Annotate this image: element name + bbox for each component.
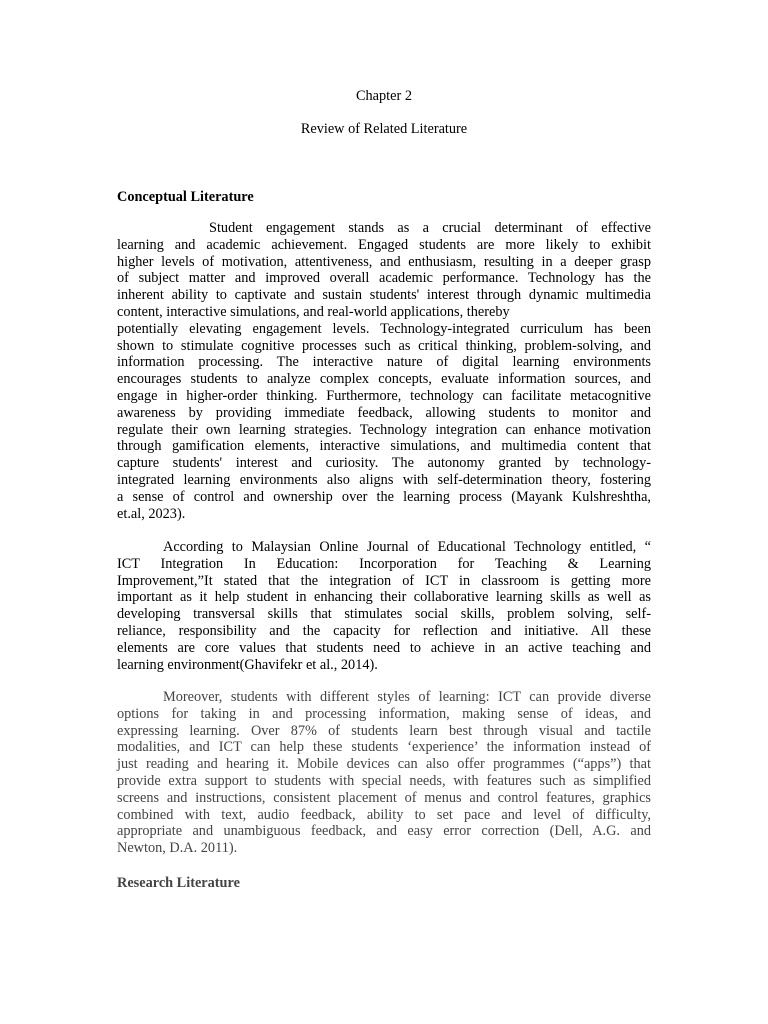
section-title-conceptual-literature: Conceptual Literature	[117, 189, 254, 205]
paragraph-line: important as it help student in enhancing their collaborative learning skills as well as	[117, 589, 651, 606]
paragraph-line: appropriate and unambiguous feedback, and easy error correction (Dell, A.G. and	[117, 823, 651, 840]
paragraph-line: integrated learning environments also aligns with self-determination theory, fostering	[117, 471, 651, 488]
paragraph-line: engage in higher-order thinking. Furthermore, technology can facilitate metacognitive	[117, 387, 651, 404]
paragraph-line: provide extra support to students with special needs, with features such as simplified	[117, 772, 651, 789]
paragraph-line: information processing. The interactive nature of digital learning environments	[117, 354, 651, 371]
paragraph-line: of subject matter and improved overall academic performance. Technology has the	[117, 270, 651, 287]
paragraph-line: combined with text, audio feedback, ability to set pace and level of difficulty,	[117, 806, 651, 823]
paragraph-line: reliance, responsibility and the capacity for reflection and initiative. All these	[117, 622, 651, 639]
paragraph-line: expressing learning. Over 87% of students learn best through visual and tactile	[117, 722, 651, 739]
paragraph-line: learning and academic achievement. Engaged students are more likely to exhibit	[117, 236, 651, 253]
paragraph-line: According to Malaysian Online Journal of Educational Technology entitled, “	[163, 539, 651, 555]
paragraph-line: modalities, and ICT can help these students ‘experience’ the information instead of	[117, 739, 651, 756]
paragraph-line: encourages students to analyze complex concepts, evaluate information sources, and	[117, 371, 651, 388]
paragraph-line: regulate their own learning strategies. Technology integration can enhance motivation	[117, 421, 651, 438]
paragraph-line: Newton, D.A. 2011).	[117, 840, 238, 857]
paragraph-line: ICT Integration In Education: Incorporation for Teaching & Learning	[117, 555, 651, 572]
paragraph-line: options for taking in and processing information, making sense of ideas, and	[117, 705, 651, 722]
paragraph-line: just reading and hearing it. Mobile devices can also offer programmes (“apps”) that	[117, 756, 651, 773]
paragraph-line: shown to stimulate cognitive processes such as critical thinking, problem-solving, and	[117, 337, 651, 354]
paragraph-line: developing transversal skills that stimulates social skills, problem solving, self-	[117, 606, 651, 623]
paragraph-line: et.al, 2023).	[117, 505, 186, 522]
paragraph-learning-styles	[117, 689, 651, 857]
paragraph-ict-integration	[117, 539, 651, 673]
paragraph-line: awareness by providing immediate feedback, allowing students to monitor and	[117, 404, 651, 421]
paragraph-line: Improvement,”It stated that the integration of ICT in classroom is getting more	[117, 572, 651, 589]
paragraph-line: learning environment(Ghavifekr et al., 2014).	[117, 656, 378, 673]
paragraph-line: Student engagement stands as a crucial determinant of effective	[209, 220, 651, 236]
paragraph-line: screens and instructions, consistent placement of menus and control features, graphics	[117, 789, 651, 806]
paragraph-line: a sense of control and ownership over the learning process (Mayank Kulshreshtha,	[117, 488, 651, 505]
paragraph-line: elements are core values that students need to achieve in an active teaching and	[117, 639, 651, 656]
paragraph-line: Moreover, students with different styles of learning: ICT can provide diverse	[163, 689, 651, 705]
paragraph-line: capture students' interest and curiosity. The autonomy granted by technology-	[117, 455, 651, 472]
section-title-research-literature: Research Literature	[117, 875, 240, 891]
paragraph-line: potentially elevating engagement levels. Technology-integrated curriculum has been	[117, 320, 651, 337]
chapter-label: Chapter 2	[356, 88, 412, 104]
paragraph-student-engagement	[117, 220, 651, 522]
paragraph-line: higher levels of motivation, attentiveness, and enthusiasm, resulting in a deeper grasp	[117, 253, 651, 270]
paragraph-line: through gamification elements, interactive simulations, and multimedia content that	[117, 438, 651, 455]
paragraph-line: inherent ability to captivate and sustain students' interest through dynamic multimedia	[117, 287, 651, 304]
chapter-title: Review of Related Literature	[300, 121, 468, 137]
paragraph-line: content, interactive simulations, and real-world applications, thereby	[117, 303, 510, 320]
